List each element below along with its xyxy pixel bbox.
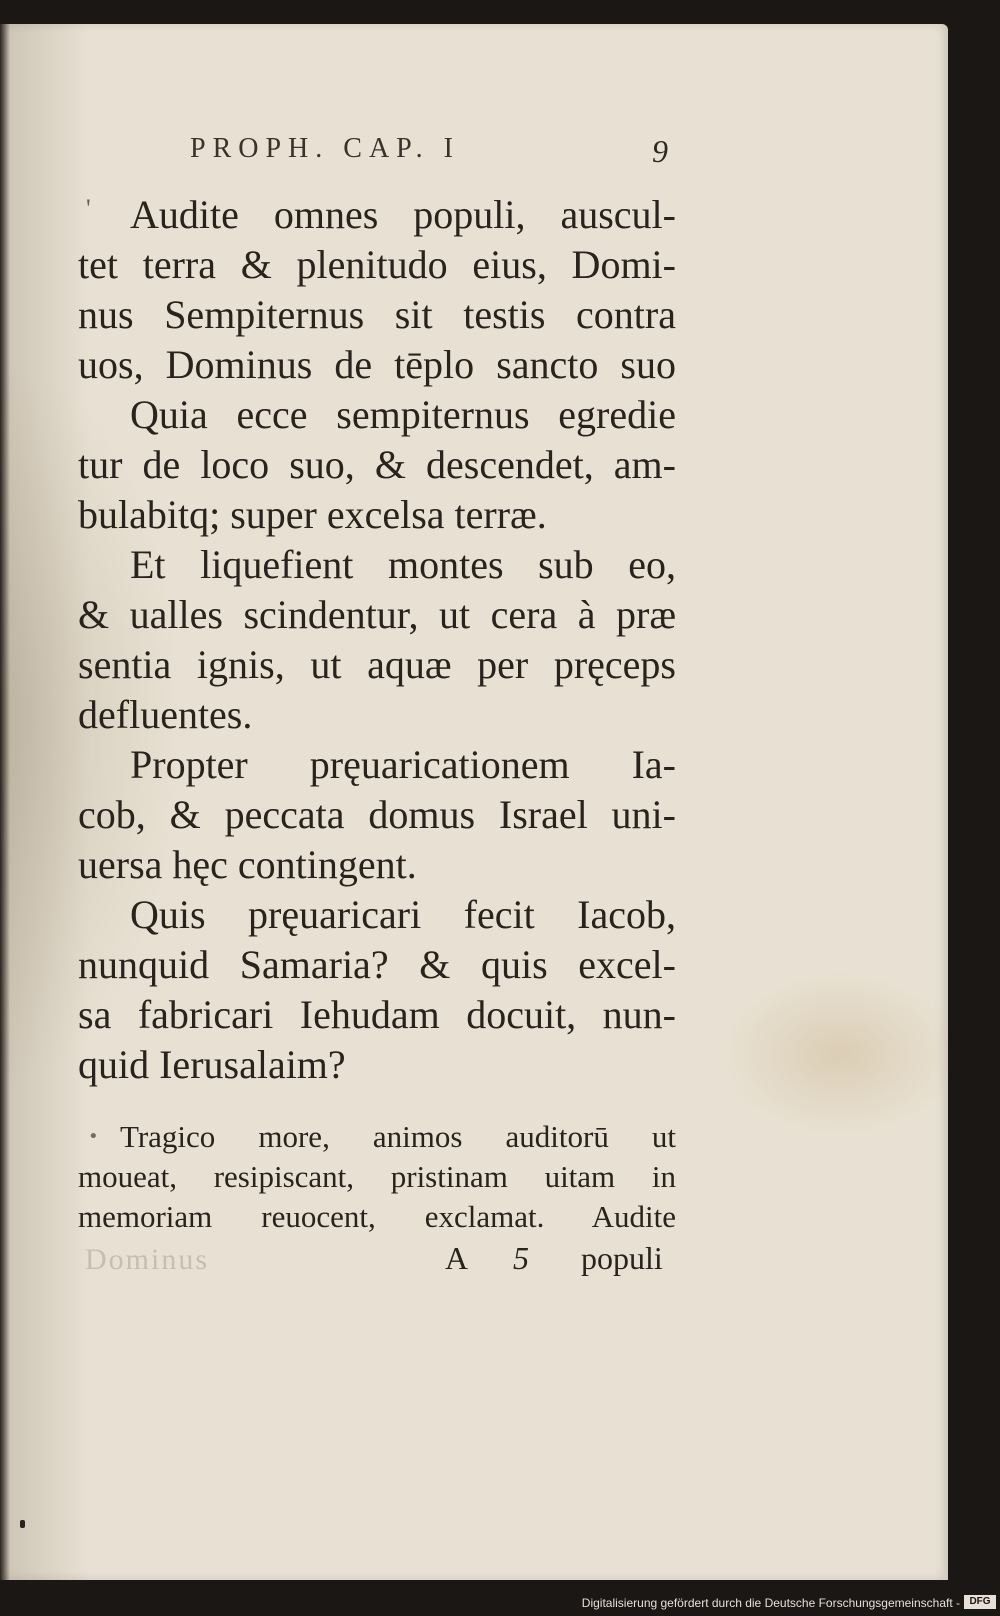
main-text-block [78, 190, 676, 1090]
signature-letter: A [445, 1240, 469, 1276]
commentary-line: memoriam reuocent, exclamat. Audite [78, 1199, 676, 1234]
text-line: defluentes. [78, 692, 253, 737]
signature-number: 5 [513, 1240, 529, 1276]
text-line: Et liquefient montes sub eo, [130, 542, 676, 587]
signature-line [445, 1240, 663, 1277]
folio-number: 9 [652, 133, 668, 169]
text-line: tur de loco suo, & descendet, am- [78, 442, 676, 487]
dfg-logo-icon: DFG [964, 1595, 996, 1609]
text-line: tet terra & plenitudo eius, Domi- [78, 242, 676, 287]
text-line: uersa hęc contingent. [78, 842, 417, 887]
text-line: Audite omnes populi, auscul- [130, 192, 676, 237]
digitization-credit: Digitalisierung gefördert durch die Deutsche Forschungsgemeinschaft - [581, 1596, 960, 1610]
ink-dot [20, 1520, 25, 1528]
verse-mark: ' [86, 194, 91, 223]
text-line: Quis pręuaricari fecit Iacob, [130, 892, 676, 937]
text-line: Propter pręuaricationem Ia- [130, 742, 676, 787]
commentary-line: Tragico more, animos auditorū ut [120, 1119, 676, 1154]
text-line: sentia ignis, ut aquæ per pręceps [78, 642, 676, 687]
text-line: cob, & peccata domus Israel uni- [78, 792, 676, 837]
text-line: quid Ierusalaim? [78, 1042, 346, 1087]
text-line: bulabitq; super excelsa terræ. [78, 492, 547, 537]
commentary-block [78, 1117, 676, 1237]
text-line: & ualles scindentur, ut cera à præ [78, 592, 676, 637]
catchword: populi [581, 1240, 663, 1276]
text-line: nus Sempiternus sit testis contra [78, 292, 676, 337]
text-line: nunquid Samaria? & quis excel- [78, 942, 676, 987]
show-through-text: Dominus [85, 1243, 210, 1276]
text-line: sa fabricari Iehudam docuit, nun- [78, 992, 676, 1037]
text-line: Quia ecce sempiternus egredie [130, 392, 676, 437]
text-line: uos, Dominus de tēplo sancto suo [78, 342, 676, 387]
commentary-mark: • [88, 1126, 99, 1147]
running-head: PROPH. CAP. I [190, 133, 460, 164]
spine-edge [0, 24, 10, 1580]
commentary-line: moueat, resipiscant, pristinam uitam in [78, 1159, 676, 1194]
